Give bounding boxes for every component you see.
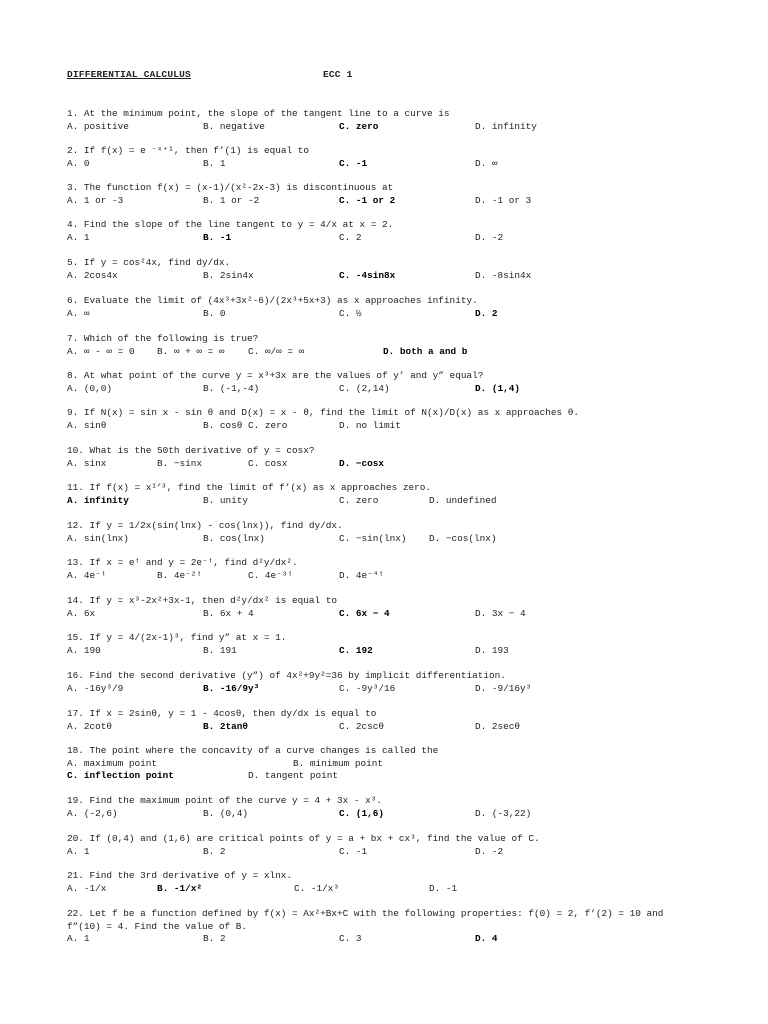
option-b: B. 1 — [203, 157, 226, 169]
option-d: D. -2 — [475, 231, 504, 243]
option-d: D. −cosx — [339, 457, 385, 469]
option-a: A. (-2,6) — [67, 807, 118, 819]
question-6 — [67, 295, 707, 320]
option-c: C. 2 — [339, 231, 362, 243]
option-a: A. ∞ — [67, 307, 90, 319]
option-b: B. ∞ + ∞ = ∞ — [157, 345, 225, 357]
option-a: A. (0,0) — [67, 382, 113, 394]
option-row — [67, 458, 707, 471]
course-code: ECC 1 — [323, 69, 353, 80]
question-stem: 1. At the minimum point, the slope of the tangent line to a curve is — [67, 108, 450, 119]
question-stem: 9. If N(x) = sin x - sin θ and D(x) = x - θ, find the limit of N(x)/D(x) as x approaches θ. — [67, 407, 579, 418]
option-c: C. ∞/∞ = ∞ — [248, 345, 305, 357]
option-d: D. 4 — [475, 933, 498, 944]
option-row — [67, 683, 707, 696]
option-b: B. 6x + 4 — [203, 607, 254, 619]
question-stem: 19. Find the maximum point of the curve y = 4 + 3x - x³. — [67, 795, 383, 806]
question-stem: 10. What is the 50th derivative of y = cosx? — [67, 445, 315, 456]
option-c: C. cosx — [248, 457, 288, 469]
question-10 — [67, 445, 707, 470]
question-stem: 11. If f(x) = x¹ᐟ³, find the limit of f’(x) as x approaches zero. — [67, 482, 432, 493]
option-c: C. 3 — [339, 933, 362, 944]
option-row — [67, 570, 707, 583]
option-row — [67, 383, 707, 396]
option-row — [67, 420, 707, 433]
option-c: C. ½ — [339, 307, 362, 319]
option-b: B. 1 or -2 — [203, 194, 260, 206]
option-row — [67, 721, 707, 734]
option-b: B. -1 — [203, 231, 232, 243]
question-2 — [67, 145, 707, 170]
option-b: B. minimum point — [293, 757, 384, 769]
option-a: A. -1/x — [67, 882, 107, 894]
option-b: B. 2sin4x — [203, 269, 254, 281]
option-b: B. 4e⁻²ᵗ — [157, 569, 203, 581]
question-20 — [67, 833, 707, 858]
option-d: D. -9/16y³ — [475, 682, 532, 694]
option-b: B. 2tanθ — [203, 720, 249, 732]
option-d: D. -2 — [475, 845, 504, 857]
option-row — [67, 270, 707, 283]
option-d: D. ∞ — [475, 157, 498, 169]
question-stem: 18. The point where the concavity of a curve changes is called the — [67, 745, 439, 756]
option-d: D. tangent point — [248, 770, 339, 781]
option-d: D. -1 or 3 — [475, 194, 532, 206]
question-4 — [67, 219, 707, 244]
question-14 — [67, 595, 707, 620]
option-a: A. 1 — [67, 231, 90, 243]
question-22 — [67, 908, 707, 946]
option-d: D. -1 — [429, 882, 458, 894]
option-row — [67, 645, 707, 658]
option-a: A. -16y³/9 — [67, 682, 124, 694]
option-b: B. negative — [203, 120, 265, 132]
question-1 — [67, 108, 707, 133]
option-row — [67, 933, 707, 946]
option-row — [67, 121, 707, 134]
option-d: D. infinity — [475, 120, 537, 132]
option-c: C. (1,6) — [339, 807, 385, 819]
question-stem: 20. If (0,4) and (1,6) are critical points of y = a + bx + cx³, find the value of C. — [67, 833, 540, 844]
option-b: B. -1/x² — [157, 882, 203, 894]
question-stem: 16. Find the second derivative (y”) of 4x²+9y²=36 by implicit differentiation. — [67, 670, 506, 681]
question-stem: 14. If y = x³-2x²+3x-1, then d²y/dx² is equal to — [67, 595, 338, 606]
option-a: A. 1 or -3 — [67, 194, 124, 206]
option-a: A. infinity — [67, 494, 129, 506]
option-a: A. sin(lnx) — [67, 532, 129, 544]
option-b: B. 2 — [203, 933, 226, 944]
question-5 — [67, 257, 707, 282]
question-12 — [67, 520, 707, 545]
question-13 — [67, 557, 707, 582]
option-row — [67, 495, 707, 508]
option-row — [67, 158, 707, 171]
question-16 — [67, 670, 707, 695]
option-b: B. 0 — [203, 307, 226, 319]
option-c: C. -1/x³ — [294, 882, 340, 894]
question-19 — [67, 795, 707, 820]
option-c: C. zero — [339, 494, 379, 506]
option-row — [67, 846, 707, 859]
question-stem: 8. At what point of the curve y = x³+3x are the values of y’ and y” equal? — [67, 370, 484, 381]
question-stem: 6. Evaluate the limit of (4x³+3x²-6)/(2x³+5x+3) as x approaches infinity. — [67, 295, 478, 306]
question-stem: 13. If x = eᵗ and y = 2e⁻ᵗ, find d²y/dx². — [67, 557, 298, 568]
option-b: B. 191 — [203, 644, 237, 656]
option-c: C. zero — [248, 419, 288, 431]
option-b: B. cosθ — [203, 419, 243, 431]
question-stem: 4. Find the slope of the line tangent to y = 4/x at x = 2. — [67, 219, 394, 230]
option-row — [67, 346, 707, 359]
option-row — [67, 195, 707, 208]
option-a: A. 2cotθ — [67, 720, 113, 732]
question-15 — [67, 632, 707, 657]
option-row — [67, 608, 707, 621]
option-a: A. 6x — [67, 607, 96, 619]
option-c: C. 4e⁻³ᵗ — [248, 569, 294, 581]
option-b: B. (-1,-4) — [203, 382, 260, 394]
question-stem: 17. If x = 2sinθ, y = 1 - 4cosθ, then dy/dx is equal to — [67, 708, 377, 719]
option-d: D. 2secθ — [475, 720, 521, 732]
option-c: C. 192 — [339, 644, 373, 656]
question-7 — [67, 333, 707, 358]
option-c: C. -9y³/16 — [339, 682, 396, 694]
option-d: D. 3x − 4 — [475, 607, 526, 619]
question-stem: 21. Find the 3rd derivative of y = xlnx. — [67, 870, 293, 881]
option-row — [67, 232, 707, 245]
question-stem: 2. If f(x) = e ⁻ˣ⁺¹, then f’(1) is equal to — [67, 145, 309, 156]
option-c: C. zero — [339, 120, 379, 132]
option-a: A. 1 — [67, 933, 90, 944]
option-row — [67, 808, 707, 821]
option-c: C. -4sin8x — [339, 269, 396, 281]
option-b: B. 2 — [203, 845, 226, 857]
question-18 — [67, 745, 707, 783]
question-stem: 22. Let f be a function defined by f(x) = Ax²+Bx+C with the following properties: f(0) = 2, f’(2) = 10 and f”(10) = 4. Find the value of B. — [67, 908, 664, 932]
option-c: C. (2,14) — [339, 382, 390, 394]
option-d: D. 193 — [475, 644, 509, 656]
option-d: D. 4e⁻⁴ᵗ — [339, 569, 385, 581]
question-9 — [67, 407, 707, 432]
question-8 — [67, 370, 707, 395]
option-d: D. (-3,22) — [475, 807, 532, 819]
option-a: A. 4e⁻ᵗ — [67, 569, 107, 581]
option-c: C. inflection point — [67, 770, 174, 781]
question-3 — [67, 182, 707, 207]
option-a: A. positive — [67, 120, 129, 132]
option-a: A. 190 — [67, 644, 101, 656]
question-stem: 5. If y = cos²4x, find dy/dx. — [67, 257, 231, 268]
option-b: B. -16/9y³ — [203, 682, 260, 694]
question-stem: 3. The function f(x) = (x-1)/(x²-2x-3) is discontinuous at — [67, 182, 394, 193]
option-b: B. (0,4) — [203, 807, 249, 819]
option-b: B. cos(lnx) — [203, 532, 265, 544]
option-d: D. −cos(lnx) — [429, 532, 497, 544]
question-stem: 15. If y = 4/(2x-1)³, find y” at x = 1. — [67, 632, 287, 643]
option-row — [67, 308, 707, 321]
option-d: D. -8sin4x — [475, 269, 532, 281]
option-a: A. 0 — [67, 157, 90, 169]
option-d: D. undefined — [429, 494, 497, 506]
option-a: A. ∞ - ∞ = 0 — [67, 345, 135, 357]
option-b: B. unity — [203, 494, 249, 506]
option-d: D. 2 — [475, 307, 498, 319]
option-c: C. −sin(lnx) — [339, 532, 407, 544]
option-row — [67, 533, 707, 546]
option-c: C. 6x − 4 — [339, 607, 390, 619]
question-stem: 12. If y = 1/2x(sin(lnx) - cos(lnx)), find dy/dx. — [67, 520, 343, 531]
option-b: B. −sinx — [157, 457, 203, 469]
option-a: A. 2cos4x — [67, 269, 118, 281]
option-a: A. 1 — [67, 845, 90, 857]
option-a: A. sinx — [67, 457, 107, 469]
question-17 — [67, 708, 707, 733]
option-c: C. 2cscθ — [339, 720, 385, 732]
option-a: A. maximum point — [67, 757, 158, 769]
option-d: D. both a and b — [383, 345, 468, 357]
document-title: DIFFERENTIAL CALCULUS — [67, 69, 191, 80]
option-d: D. (1,4) — [475, 382, 521, 394]
option-c: C. -1 — [339, 157, 368, 169]
option-c: C. -1 — [339, 845, 368, 857]
question-11 — [67, 482, 707, 507]
option-row — [67, 883, 707, 896]
option-a: A. sinθ — [67, 419, 107, 431]
question-21 — [67, 870, 707, 895]
option-c: C. -1 or 2 — [339, 194, 396, 206]
question-stem: 7. Which of the following is true? — [67, 333, 259, 344]
option-d: D. no limit — [339, 419, 401, 431]
